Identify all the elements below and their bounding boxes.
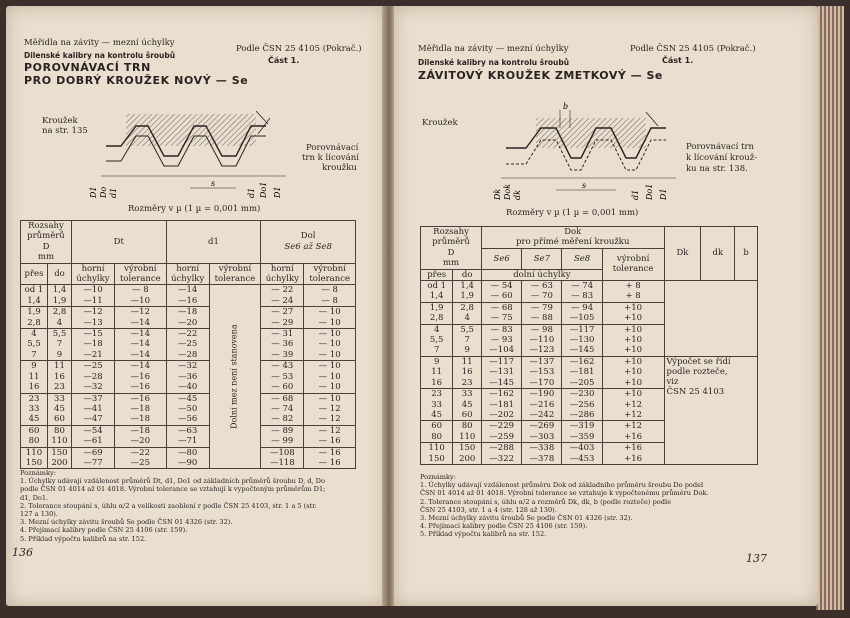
notes-title: Poznámky:: [20, 469, 56, 477]
cell-to: 11 16 23: [47, 361, 71, 393]
r-note-1-cont: ČSN 01 4014 až 01 4018. Výrobní tolerance se vztahuje k vypočtenému průměru Dok.: [420, 489, 709, 498]
right-header-1: Měřidla na závity — mezní úchylky: [418, 44, 569, 54]
h-d1-tol: výrobní tolerance: [209, 263, 261, 285]
cell-d1-upper: —22 —25 —28: [166, 329, 209, 361]
h-do-tol: výrobní tolerance: [304, 263, 356, 285]
cell-do-tol: — 8 — 8: [304, 285, 356, 307]
fig-letter-d1: d1: [109, 187, 118, 198]
right-page: [394, 6, 818, 606]
r-thread-profile-figure: [486, 102, 686, 202]
cell-tol: + 8 + 8: [602, 281, 664, 303]
right-header-2: Dilenské kalibry na kontrolu šroubů: [418, 58, 570, 67]
table-row: [421, 356, 758, 388]
r-fig-letter-Dok: Dok: [503, 183, 512, 200]
cell-to: 33 45 60: [47, 393, 71, 425]
cell-to: 11 16 23: [453, 356, 482, 388]
cell-to: 33 45 60: [453, 389, 482, 421]
cell-tol: +16 +16: [602, 443, 664, 465]
cell-d1-upper: —45 —50 —56: [166, 393, 209, 425]
cell-to: 2,8 4: [453, 302, 482, 324]
cell-tol: +10 +10 +10: [602, 356, 664, 388]
cell-from: od 1 1,4: [21, 285, 48, 307]
cell-dt-tol: —12 —14: [115, 307, 167, 329]
r-h-tol: výrobní tolerance: [602, 248, 664, 280]
h-do: Dol Se6 až Se8: [261, 221, 356, 264]
r-h-dk: Dk: [664, 227, 701, 281]
note-4: 4. Přejímací kalibry podle ČSN 25 4106 (str. 159).: [20, 526, 188, 535]
cell-se7: —137 —153 —170: [522, 356, 562, 388]
r-note-4: 4. Přejímací kalibry podle ČSN 25 4106 (str. 159).: [420, 522, 588, 531]
cell-do-upper: — 27 — 29: [261, 307, 304, 329]
cell-se6: — 54 — 60: [482, 281, 522, 303]
cell-do-upper: — 68 — 74 — 82: [261, 393, 304, 425]
table-row: [21, 285, 356, 307]
cell-from: od 1 1,4: [421, 281, 453, 303]
h-d1-upper: horní úchylky: [166, 263, 209, 285]
h-from: přes: [21, 263, 48, 285]
r-fig-letter-s: s: [582, 181, 587, 190]
r-h-b: b: [735, 227, 758, 281]
right-part: Část 1.: [662, 56, 694, 65]
cell-d1-upper: —14 —16: [166, 285, 209, 307]
cell-from: 4 5,5 7: [421, 324, 453, 356]
table-row: [21, 361, 356, 393]
cell-dt-tol: —18 —20: [115, 425, 167, 447]
cell-dt-tol: — 8 —10: [115, 285, 167, 307]
cell-from: 9 11 16: [421, 356, 453, 388]
cell-se7: —269 —303: [522, 421, 562, 443]
cell-se7: —338 —378: [522, 443, 562, 465]
note-1: 1. Úchylky udávají vzdálenost průměrů Dt, d1, Do1 od základních průměrů šroubu D, d, Do: [20, 477, 325, 486]
cell-to: 80 110: [47, 425, 71, 447]
r-note-3: 3. Mezní úchylky závitu šroubů Se podle ČSN 01 4326 (str. 32).: [420, 514, 633, 523]
cell-from: 1,9 2,8: [21, 307, 48, 329]
left-header-2: Dilenské kalibry na kontrolu šroubů: [24, 51, 176, 60]
cell-dt-tol: —14 —14 —14: [115, 329, 167, 361]
cell-dt-upper: —37 —41 —47: [71, 393, 114, 425]
cell-do-upper: — 89 — 99: [261, 425, 304, 447]
fig-letter-s: s: [211, 179, 216, 188]
cell-dt-tol: —14 —16 —16: [115, 361, 167, 393]
cell-se6: —162 —181 —202: [482, 389, 522, 421]
cell-to: 80 110: [453, 421, 482, 443]
fig-ring-label: Kroužek: [42, 116, 78, 126]
cell-se7: — 98 —110 —123: [522, 324, 562, 356]
note-3: 3. Mezní úchylky závitu šroubů Se podle ČSN 01 4326 (str. 32).: [20, 518, 233, 527]
cell-to: 5,5 7 9: [453, 324, 482, 356]
cell-dt-upper: —15 —18 —21: [71, 329, 114, 361]
cell-se8: — 94 —105: [562, 302, 602, 324]
note-5: 5. Příklad výpočtu kalibrů na str. 152.: [20, 534, 147, 543]
left-ref: Podle ČSN 25 4105 (Pokrač.): [236, 44, 362, 54]
r-fig-letter-Dk: Dk: [493, 188, 502, 200]
table-row: [21, 393, 356, 425]
h-dt-upper: horní úchylky: [71, 263, 114, 285]
r-h-se8: Se8: [562, 248, 602, 269]
r-h-dolni: dolní úchylky: [482, 269, 603, 280]
cell-dk-blank: [664, 281, 758, 357]
r-note-2-cont: ČSN 25 4103, str. 1 a 4 (str. 128 až 130).: [420, 505, 557, 514]
left-notes: [20, 469, 325, 543]
cell-to: 2,8 4: [47, 307, 71, 329]
cell-se6: — 83 — 93 —104: [482, 324, 522, 356]
cell-from: 60 80: [421, 421, 453, 443]
cell-se6: —229 —259: [482, 421, 522, 443]
r-fig-trn-label-1: Porovnávací trn: [686, 142, 755, 152]
cell-to: 1,4 1,9: [47, 285, 71, 307]
table-row: [21, 447, 356, 469]
cell-se7: — 79 — 88: [522, 302, 562, 324]
fig-ring-label-2: na str. 135: [42, 126, 88, 136]
fig-letter-D1b: D1: [273, 186, 282, 198]
cell-tol: +12 +16: [602, 421, 664, 443]
fig-letter-Do1: Do1: [259, 181, 268, 198]
fig-letter-d1b: d1: [247, 187, 256, 198]
cell-tol: +10 +10: [602, 302, 664, 324]
r-fig-letter-dk: dk: [513, 190, 522, 200]
cell-from: 60 80: [21, 425, 48, 447]
r-h-from: přes: [421, 269, 453, 280]
table-row: [21, 329, 356, 361]
r-fig-letter-d1: d1: [631, 189, 640, 200]
book-edge: [816, 6, 844, 610]
right-notes: [420, 473, 708, 539]
cell-to: 150 200: [47, 447, 71, 469]
r-note-1: 1. Úchylky udávají vzdálenost průměru Dok od základního průměru šroubu Do podel: [420, 481, 704, 490]
right-ref: Podle ČSN 25 4105 (Pokrač.): [630, 44, 756, 54]
cell-do-upper: — 31 — 36 — 39: [261, 329, 304, 361]
cell-se6: —288 —322: [482, 443, 522, 465]
r-fig-letter-Do1: Do1: [645, 183, 654, 200]
right-title: ZÁVITOVÝ KROUŽEK ZMETKOVÝ — Se: [418, 69, 663, 82]
fig-trn-label-2: trn k lícování: [302, 153, 359, 163]
r-h-dk2: dk: [701, 227, 735, 281]
cell-se8: —230 —256 —286: [562, 389, 602, 421]
page-number-left: 136: [12, 546, 33, 559]
cell-do-tol: — 12 — 16: [304, 425, 356, 447]
h-range: Rozsahy průměrů D mm: [21, 221, 72, 264]
cell-dt-upper: —69 —77: [71, 447, 114, 469]
cell-se8: —403 —453: [562, 443, 602, 465]
cell-dk-note: Výpočet se řídí podle rozteče, viz ČSN 25 4103: [664, 356, 758, 464]
cell-do-tol: — 10 — 10 — 10: [304, 329, 356, 361]
r-note-2: 2. Tolerance stoupání s, úhlu α/2 a rozměrů Dk, dk, b (podle rozteče) podle: [420, 497, 672, 506]
cell-from: 23 33 45: [21, 393, 48, 425]
cell-d1-upper: —63 —71: [166, 425, 209, 447]
cell-dt-upper: —12 —13: [71, 307, 114, 329]
left-table: [20, 220, 356, 469]
left-part: Část 1.: [268, 56, 300, 65]
h-dt: Dt: [71, 221, 166, 264]
h-dt-tol: výrobní tolerance: [115, 263, 167, 285]
r-h-range: Rozsahy průměrů D mm: [421, 227, 482, 270]
thread-profile-figure: [86, 106, 296, 201]
r-notes-title: Poznámky:: [420, 473, 456, 481]
left-header-1: Měřidla na závity — mezní úchylky: [24, 38, 175, 48]
cell-d1-tol-note: Dolní mez není stanovena: [209, 285, 261, 469]
cell-from: 4 5,5 7: [21, 329, 48, 361]
fig-letter-D1: D1: [89, 186, 98, 198]
cell-dt-upper: —54 —61: [71, 425, 114, 447]
cell-do-upper: — 22 — 24: [261, 285, 304, 307]
page-number-right: 137: [746, 552, 767, 565]
cell-tol: +10 +12 +12: [602, 389, 664, 421]
cell-d1-upper: —32 —36 —40: [166, 361, 209, 393]
cell-from: 1,9 2,8: [421, 302, 453, 324]
table-row: [421, 281, 758, 303]
cell-from: 110 150: [21, 447, 48, 469]
cell-to: 5,5 7 9: [47, 329, 71, 361]
cell-do-upper: —108 —118: [261, 447, 304, 469]
h-to: do: [47, 263, 71, 285]
cell-se8: —162 —181 —205: [562, 356, 602, 388]
r-h-se6: Se6: [482, 248, 522, 269]
fig-trn-label-3: kroužku: [322, 163, 357, 173]
left-title-1: POROVNÁVACÍ TRN: [24, 61, 151, 74]
left-title-2: PRO DOBRÝ KROUŽEK NOVÝ — Se: [24, 74, 249, 87]
note-1-end: d1, Do1.: [20, 493, 49, 502]
left-page: [6, 6, 386, 606]
cell-from: 9 11 16: [21, 361, 48, 393]
note-2-cont: 127 a 130).: [20, 510, 58, 519]
r-fig-ring-label: Kroužek: [422, 118, 458, 128]
fig-letter-Do: Do: [99, 186, 108, 198]
cell-from: 110 150: [421, 443, 453, 465]
h-d1: d1: [166, 221, 261, 264]
cell-se7: — 63 — 70: [522, 281, 562, 303]
cell-dt-upper: —10 —11: [71, 285, 114, 307]
cell-from: 23 33 45: [421, 389, 453, 421]
cell-se8: —117 —130 —145: [562, 324, 602, 356]
cell-tol: +10 +10 +10: [602, 324, 664, 356]
table-row: [21, 425, 356, 447]
cell-do-upper: — 43 — 53 — 60: [261, 361, 304, 393]
cell-do-tol: — 10 — 10 — 10: [304, 361, 356, 393]
note-1-cont: podle ČSN 01 4014 až 01 4018. Výrobní tolerance se vztahují k vypočteným průměrům D1;: [20, 485, 326, 494]
fig-trn-label-1: Porovnávací: [306, 143, 359, 153]
cell-d1-upper: —80 —90: [166, 447, 209, 469]
cell-dt-tol: —22 —25: [115, 447, 167, 469]
cell-d1-upper: —18 —20: [166, 307, 209, 329]
r-fig-letter-b: b: [563, 102, 569, 111]
r-fig-letter-D1: D1: [659, 188, 668, 200]
right-table: [420, 226, 758, 465]
r-fig-trn-label-2: k lícování krouž-: [686, 153, 758, 163]
r-h-to: do: [453, 269, 482, 280]
table-row: [21, 307, 356, 329]
h-do-upper: horní úchylky: [261, 263, 304, 285]
cell-se7: —190 —216 —242: [522, 389, 562, 421]
cell-se6: — 68 — 75: [482, 302, 522, 324]
cell-dt-upper: —25 —28 —32: [71, 361, 114, 393]
right-dims-note: Rozměry v µ (1 µ = 0,001 mm): [506, 208, 639, 218]
cell-do-tol: — 16 — 16: [304, 447, 356, 469]
cell-do-tol: — 10 — 10: [304, 307, 356, 329]
r-fig-trn-label-3: ku na str. 138.: [686, 164, 748, 174]
note-2: 2. Tolerance stoupání s, úhlu α/2 a velikosti zaoblení r podle ČSN 25 4103, str. 1 a 5 (str.: [20, 501, 317, 510]
r-h-do: Dok pro přímé měření kroužku: [482, 227, 664, 249]
r-h-se7: Se7: [522, 248, 562, 269]
cell-dt-tol: —16 —18 —18: [115, 393, 167, 425]
r-note-5: 5. Příklad výpočtu kalibrů na str. 152.: [420, 530, 547, 539]
cell-to: 1,4 1,9: [453, 281, 482, 303]
left-dims-note: Rozměry v µ (1 µ = 0,001 mm): [128, 204, 261, 214]
cell-to: 150 200: [453, 443, 482, 465]
cell-se6: —117 —131 —145: [482, 356, 522, 388]
cell-se8: —319 —359: [562, 421, 602, 443]
cell-se8: — 74 — 83: [562, 281, 602, 303]
cell-do-tol: — 10 — 12 — 12: [304, 393, 356, 425]
